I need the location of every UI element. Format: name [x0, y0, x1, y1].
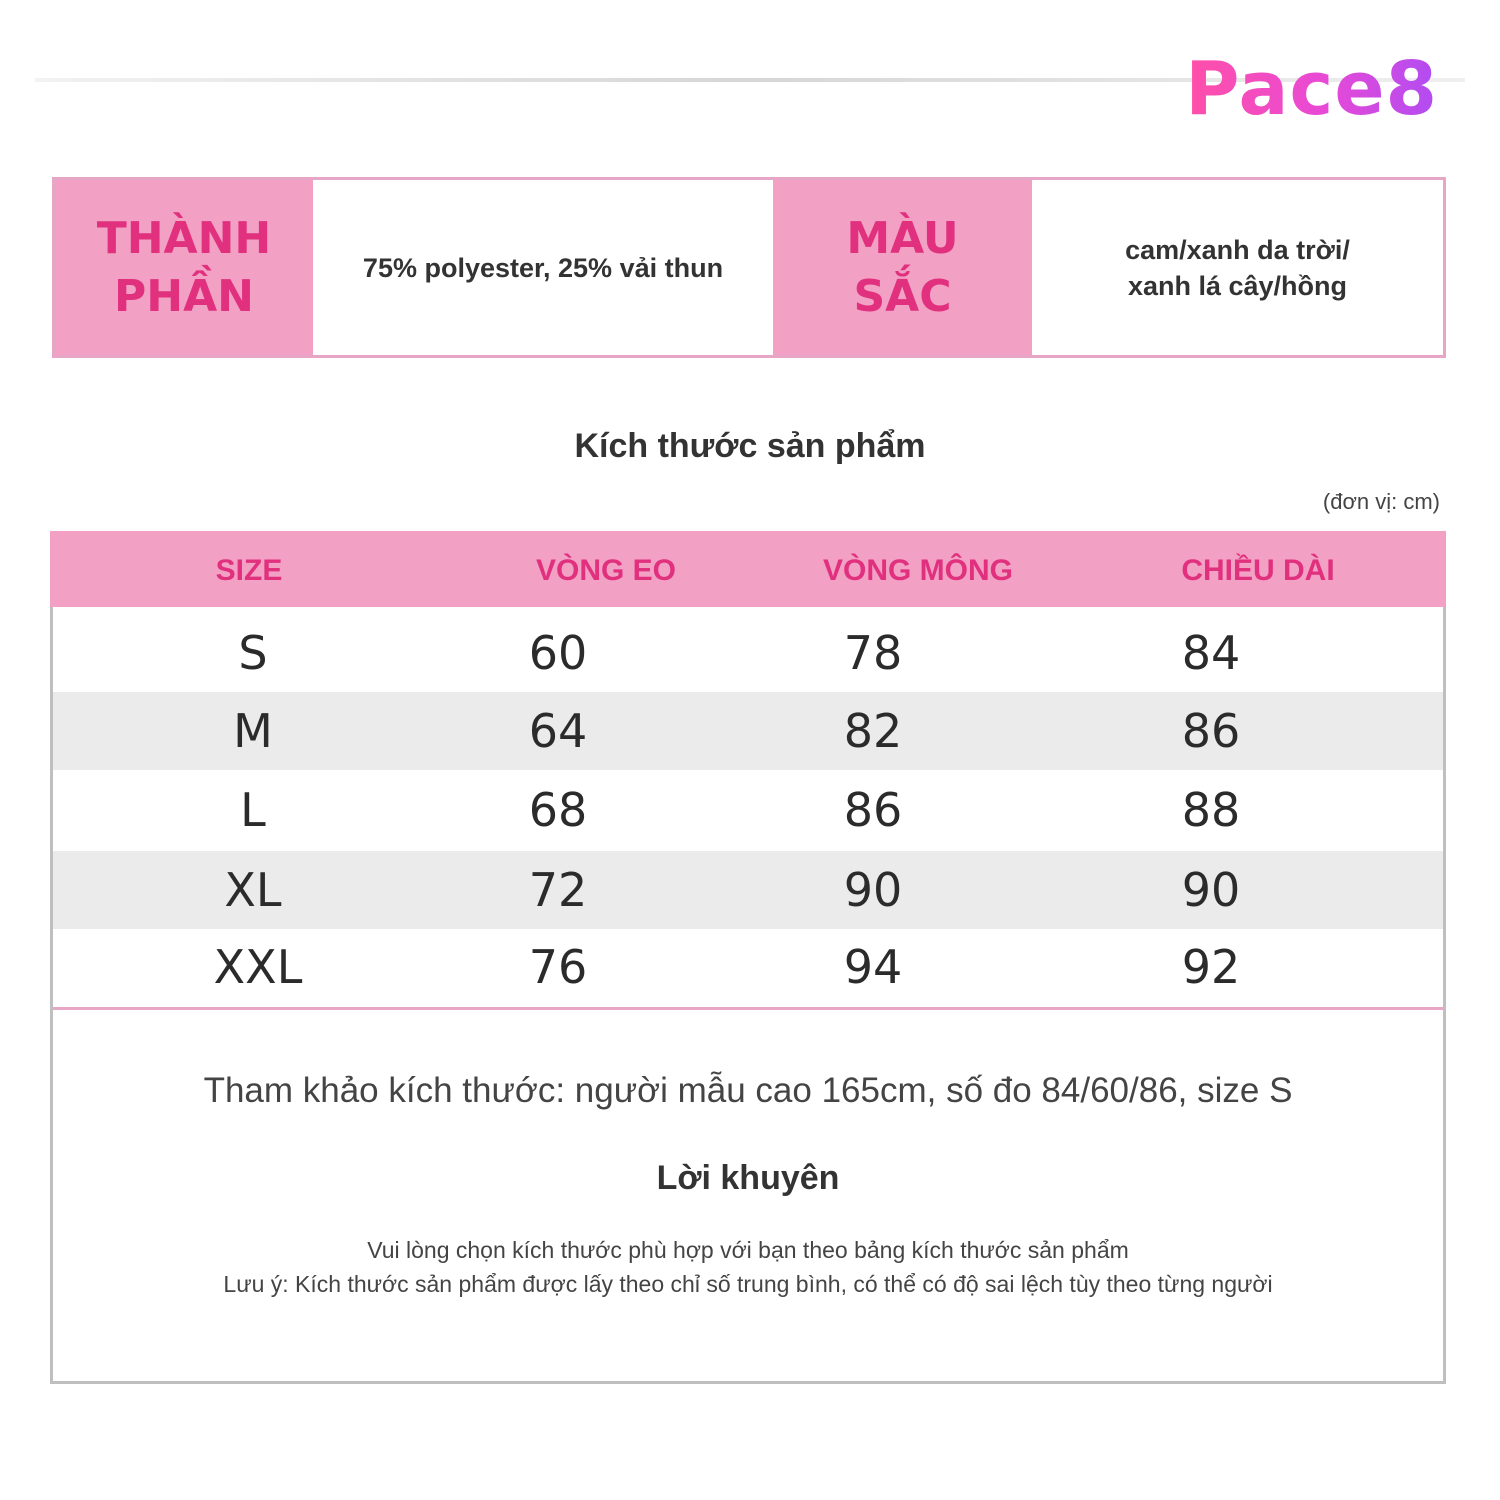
- brand-logo: Pace8: [1185, 46, 1438, 132]
- table-header: [50, 531, 1446, 607]
- color-value: cam/xanh da trời/ xanh lá cây/hồng: [1125, 234, 1350, 301]
- cell-size: XXL: [213, 940, 303, 994]
- advice-line-1: Vui lòng chọn kích thước phù hợp với bạn theo bảng kích thước sản phẩm: [367, 1237, 1129, 1263]
- size-chart-title: Kích thước sản phẩm: [574, 427, 926, 465]
- column-header-length: CHIỀU DÀI: [1181, 554, 1335, 587]
- composition-value-cell: [313, 180, 773, 355]
- cell-waist: 68: [528, 783, 588, 837]
- composition-value: 75% polyester, 25% vải thun: [362, 252, 724, 283]
- color-label: MÀU SẮC: [846, 212, 959, 322]
- table-divider: [53, 1007, 1443, 1010]
- cell-hip: 86: [843, 783, 903, 837]
- cell-length: 84: [1181, 626, 1241, 680]
- cell-waist: 72: [528, 863, 588, 917]
- unit-note: (đơn vị: cm): [1322, 489, 1440, 514]
- cell-hip: 90: [843, 863, 903, 917]
- color-label-cell: [773, 180, 1032, 355]
- advice-title: Lời khuyên: [656, 1159, 840, 1197]
- cell-length: 92: [1181, 940, 1241, 994]
- cell-hip: 78: [843, 626, 903, 680]
- column-header-waist: VÒNG EO: [535, 554, 677, 587]
- table-row: [53, 771, 1443, 849]
- cell-length: 86: [1181, 704, 1241, 758]
- column-header-size: SIZE: [215, 554, 283, 587]
- cell-length: 88: [1181, 783, 1241, 837]
- composition-label-cell: [55, 180, 313, 355]
- cell-waist: 60: [528, 626, 588, 680]
- cell-waist: 76: [528, 940, 588, 994]
- table-row: [53, 851, 1443, 929]
- product-info-box: [52, 177, 1446, 358]
- composition-label: THÀNH PHẦN: [96, 212, 272, 322]
- size-table: [50, 531, 1446, 1384]
- column-header-hip: VÒNG MÔNG: [822, 554, 1013, 587]
- color-value-cell: [1032, 180, 1443, 355]
- cell-size: M: [233, 704, 273, 758]
- table-row: [53, 614, 1443, 692]
- table-row: [53, 928, 1443, 1006]
- advice-line-2: Lưu ý: Kích thước sản phẩm được lấy theo chỉ số trung bình, có thể có độ sai lệch tùy theo từng người: [223, 1271, 1273, 1297]
- cell-size: L: [240, 783, 266, 837]
- cell-hip: 82: [843, 704, 903, 758]
- cell-size: S: [238, 626, 268, 680]
- cell-hip: 94: [843, 940, 903, 994]
- cell-size: XL: [224, 863, 282, 917]
- cell-length: 90: [1181, 863, 1241, 917]
- cell-waist: 64: [528, 704, 588, 758]
- table-row: [53, 692, 1443, 770]
- model-reference-text: Tham khảo kích thước: người mẫu cao 165cm, số đo 84/60/86, size S: [203, 1071, 1293, 1110]
